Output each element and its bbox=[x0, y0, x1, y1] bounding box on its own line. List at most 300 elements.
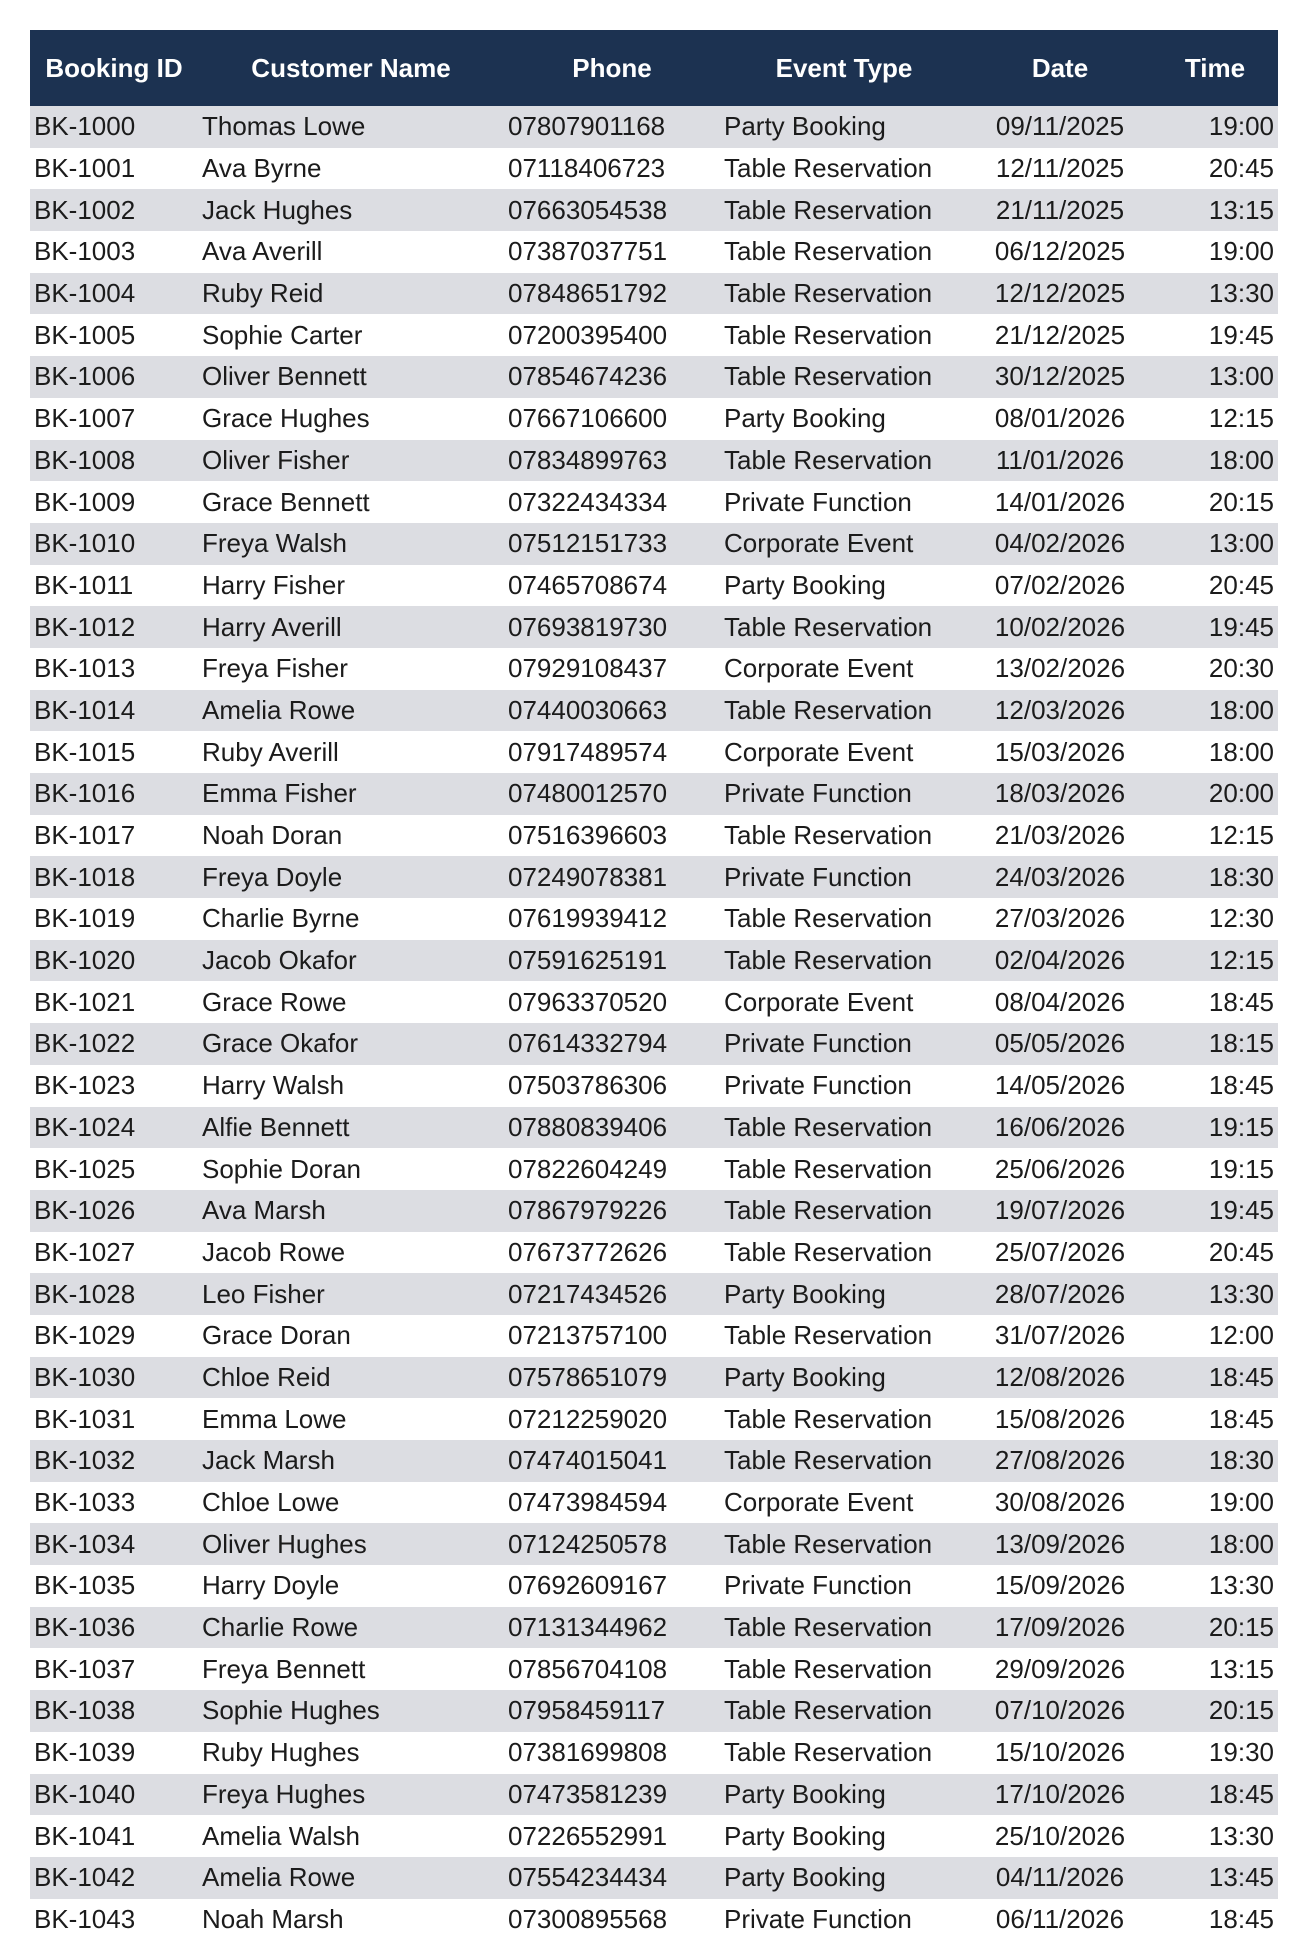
customer-name-cell[interactable]: Noah Doran bbox=[202, 820, 343, 851]
customer-name-cell[interactable]: Alfie Bennett bbox=[202, 1111, 350, 1142]
phone-cell[interactable]: 07300895568 bbox=[508, 1903, 668, 1934]
event-type-cell[interactable]: Table Reservation bbox=[724, 945, 933, 976]
booking-id-cell[interactable]: BK-1015 bbox=[34, 736, 136, 767]
customer-name-cell[interactable]: Sophie Carter bbox=[202, 319, 363, 350]
date-cell[interactable]: 15/08/2026 bbox=[994, 1403, 1126, 1434]
customer-name-cell[interactable]: Grace Bennett bbox=[202, 486, 370, 517]
phone-cell[interactable]: 07480012570 bbox=[508, 778, 668, 809]
table-row[interactable] bbox=[30, 648, 1278, 690]
event-type-cell[interactable]: Table Reservation bbox=[724, 361, 933, 392]
time-cell[interactable]: 19:00 bbox=[1208, 111, 1274, 142]
event-type-cell[interactable]: Corporate Event bbox=[724, 653, 914, 684]
time-cell[interactable]: 19:15 bbox=[1208, 1111, 1274, 1142]
table-row[interactable] bbox=[30, 565, 1278, 607]
customer-name-cell[interactable]: Harry Walsh bbox=[202, 1070, 345, 1101]
phone-cell[interactable]: 07249078381 bbox=[508, 861, 668, 892]
phone-cell[interactable]: 07673772626 bbox=[508, 1236, 668, 1267]
customer-name-cell[interactable]: Ruby Hughes bbox=[202, 1737, 360, 1768]
time-cell[interactable]: 13:45 bbox=[1208, 1862, 1274, 1893]
customer-name-cell[interactable]: Emma Lowe bbox=[202, 1403, 347, 1434]
phone-cell[interactable]: 07473581239 bbox=[508, 1778, 668, 1809]
table-row[interactable] bbox=[30, 1315, 1278, 1357]
event-type-cell[interactable]: Table Reservation bbox=[724, 694, 933, 725]
table-row[interactable] bbox=[30, 1648, 1278, 1690]
time-cell[interactable]: 19:30 bbox=[1208, 1737, 1274, 1768]
customer-name-cell[interactable]: Freya Hughes bbox=[202, 1778, 366, 1809]
booking-id-cell[interactable]: BK-1028 bbox=[34, 1278, 136, 1309]
event-type-cell[interactable]: Table Reservation bbox=[724, 1653, 933, 1684]
date-cell[interactable]: 12/08/2026 bbox=[994, 1361, 1126, 1392]
table-row[interactable] bbox=[30, 1273, 1278, 1315]
phone-cell[interactable]: 07578651079 bbox=[508, 1361, 668, 1392]
customer-name-cell[interactable]: Freya Walsh bbox=[202, 528, 347, 559]
event-type-cell[interactable]: Table Reservation bbox=[724, 194, 933, 225]
time-cell[interactable]: 18:15 bbox=[1208, 1028, 1274, 1059]
phone-cell[interactable]: 07848651792 bbox=[508, 278, 668, 309]
date-cell[interactable]: 14/01/2026 bbox=[994, 486, 1126, 517]
booking-id-cell[interactable]: BK-1025 bbox=[34, 1153, 136, 1184]
booking-id-cell[interactable]: BK-1007 bbox=[34, 403, 136, 434]
time-cell[interactable]: 13:30 bbox=[1208, 1278, 1274, 1309]
time-cell[interactable]: 20:15 bbox=[1208, 486, 1274, 517]
customer-name-cell[interactable]: Ruby Averill bbox=[202, 736, 339, 767]
date-cell[interactable]: 07/02/2026 bbox=[994, 569, 1126, 600]
table-row[interactable] bbox=[30, 981, 1278, 1023]
date-cell[interactable]: 24/03/2026 bbox=[994, 861, 1126, 892]
table-row[interactable] bbox=[30, 148, 1278, 190]
time-cell[interactable]: 19:15 bbox=[1208, 1153, 1274, 1184]
table-row[interactable] bbox=[30, 1774, 1278, 1816]
customer-name-cell[interactable]: Ava Averill bbox=[202, 236, 323, 267]
booking-id-cell[interactable]: BK-1006 bbox=[34, 361, 136, 392]
phone-cell[interactable]: 07667106600 bbox=[508, 403, 668, 434]
phone-cell[interactable]: 07213757100 bbox=[508, 1320, 668, 1351]
phone-cell[interactable]: 07465708674 bbox=[508, 569, 668, 600]
date-cell[interactable]: 16/06/2026 bbox=[994, 1111, 1126, 1142]
booking-id-cell[interactable]: BK-1043 bbox=[34, 1903, 136, 1934]
table-row[interactable] bbox=[30, 1398, 1278, 1440]
date-cell[interactable]: 31/07/2026 bbox=[994, 1320, 1126, 1351]
booking-id-cell[interactable]: BK-1020 bbox=[34, 945, 136, 976]
date-cell[interactable]: 21/03/2026 bbox=[994, 820, 1126, 851]
event-type-cell[interactable]: Corporate Event bbox=[724, 736, 914, 767]
phone-cell[interactable]: 07212259020 bbox=[508, 1403, 668, 1434]
phone-cell[interactable]: 07614332794 bbox=[508, 1028, 668, 1059]
time-cell[interactable]: 18:00 bbox=[1208, 444, 1274, 475]
event-type-cell[interactable]: Table Reservation bbox=[724, 236, 933, 267]
table-row[interactable] bbox=[30, 440, 1278, 482]
customer-name-cell[interactable]: Ava Marsh bbox=[202, 1195, 326, 1226]
booking-id-cell[interactable]: BK-1034 bbox=[34, 1528, 136, 1559]
booking-id-cell[interactable]: BK-1001 bbox=[34, 153, 136, 184]
event-type-cell[interactable]: Table Reservation bbox=[724, 1236, 933, 1267]
header-customer-name[interactable]: Customer Name bbox=[251, 52, 451, 83]
event-type-cell[interactable]: Table Reservation bbox=[724, 1111, 933, 1142]
date-cell[interactable]: 07/10/2026 bbox=[994, 1695, 1126, 1726]
date-cell[interactable]: 11/01/2026 bbox=[995, 444, 1125, 475]
table-row[interactable] bbox=[30, 1107, 1278, 1149]
booking-id-cell[interactable]: BK-1039 bbox=[34, 1737, 136, 1768]
time-cell[interactable]: 13:00 bbox=[1208, 528, 1274, 559]
date-cell[interactable]: 12/03/2026 bbox=[994, 694, 1126, 725]
time-cell[interactable]: 20:00 bbox=[1208, 778, 1274, 809]
customer-name-cell[interactable]: Ava Byrne bbox=[202, 153, 322, 184]
customer-name-cell[interactable]: Jacob Rowe bbox=[202, 1236, 346, 1267]
date-cell[interactable]: 09/11/2025 bbox=[995, 111, 1125, 142]
event-type-cell[interactable]: Corporate Event bbox=[724, 986, 914, 1017]
time-cell[interactable]: 13:30 bbox=[1208, 1570, 1274, 1601]
header-phone[interactable]: Phone bbox=[572, 52, 652, 83]
customer-name-cell[interactable]: Grace Hughes bbox=[202, 403, 370, 434]
booking-id-cell[interactable]: BK-1005 bbox=[34, 319, 136, 350]
booking-id-cell[interactable]: BK-1016 bbox=[34, 778, 136, 809]
event-type-cell[interactable]: Table Reservation bbox=[724, 1320, 933, 1351]
phone-cell[interactable]: 07322434334 bbox=[508, 486, 668, 517]
event-type-cell[interactable]: Private Function bbox=[724, 486, 912, 517]
phone-cell[interactable]: 07693819730 bbox=[508, 611, 668, 642]
table-row[interactable] bbox=[30, 1857, 1278, 1899]
time-cell[interactable]: 18:00 bbox=[1208, 736, 1274, 767]
table-row[interactable] bbox=[30, 1482, 1278, 1524]
table-row[interactable] bbox=[30, 606, 1278, 648]
time-cell[interactable]: 20:45 bbox=[1208, 569, 1274, 600]
customer-name-cell[interactable]: Charlie Byrne bbox=[202, 903, 360, 934]
customer-name-cell[interactable]: Freya Fisher bbox=[202, 653, 348, 684]
booking-id-cell[interactable]: BK-1040 bbox=[34, 1778, 136, 1809]
booking-id-cell[interactable]: BK-1011 bbox=[34, 569, 134, 600]
customer-name-cell[interactable]: Thomas Lowe bbox=[202, 111, 366, 142]
table-row[interactable] bbox=[30, 1357, 1278, 1399]
phone-cell[interactable]: 07834899763 bbox=[508, 444, 668, 475]
phone-cell[interactable]: 07663054538 bbox=[508, 194, 668, 225]
date-cell[interactable]: 27/08/2026 bbox=[994, 1445, 1126, 1476]
phone-cell[interactable]: 07124250578 bbox=[508, 1528, 668, 1559]
time-cell[interactable]: 13:00 bbox=[1208, 361, 1274, 392]
event-type-cell[interactable]: Table Reservation bbox=[724, 1195, 933, 1226]
table-row[interactable] bbox=[30, 1899, 1278, 1941]
booking-id-cell[interactable]: BK-1029 bbox=[34, 1320, 136, 1351]
time-cell[interactable]: 20:45 bbox=[1208, 1236, 1274, 1267]
booking-id-cell[interactable]: BK-1004 bbox=[34, 278, 136, 309]
customer-name-cell[interactable]: Oliver Bennett bbox=[202, 361, 367, 392]
event-type-cell[interactable]: Table Reservation bbox=[724, 820, 933, 851]
table-row[interactable] bbox=[30, 1440, 1278, 1482]
customer-name-cell[interactable]: Jacob Okafor bbox=[202, 945, 357, 976]
booking-id-cell[interactable]: BK-1042 bbox=[34, 1862, 136, 1893]
date-cell[interactable]: 29/09/2026 bbox=[994, 1653, 1126, 1684]
phone-cell[interactable]: 07381699808 bbox=[508, 1737, 668, 1768]
date-cell[interactable]: 13/09/2026 bbox=[994, 1528, 1126, 1559]
event-type-cell[interactable]: Table Reservation bbox=[724, 444, 933, 475]
time-cell[interactable]: 18:45 bbox=[1208, 1070, 1274, 1101]
customer-name-cell[interactable]: Ruby Reid bbox=[202, 278, 324, 309]
table-row[interactable] bbox=[30, 1607, 1278, 1649]
phone-cell[interactable]: 07692609167 bbox=[508, 1570, 668, 1601]
phone-cell[interactable]: 07554234434 bbox=[508, 1862, 668, 1893]
table-row[interactable] bbox=[30, 1565, 1278, 1607]
customer-name-cell[interactable]: Amelia Walsh bbox=[202, 1820, 360, 1851]
date-cell[interactable]: 15/10/2026 bbox=[994, 1737, 1126, 1768]
table-row[interactable] bbox=[30, 815, 1278, 857]
event-type-cell[interactable]: Private Function bbox=[724, 1028, 912, 1059]
phone-cell[interactable]: 07503786306 bbox=[508, 1070, 668, 1101]
date-cell[interactable]: 17/09/2026 bbox=[994, 1612, 1126, 1643]
time-cell[interactable]: 20:45 bbox=[1208, 153, 1274, 184]
booking-id-cell[interactable]: BK-1018 bbox=[34, 861, 136, 892]
date-cell[interactable]: 04/11/2026 bbox=[995, 1862, 1125, 1893]
table-row[interactable] bbox=[30, 356, 1278, 398]
phone-cell[interactable]: 07387037751 bbox=[508, 236, 668, 267]
customer-name-cell[interactable]: Oliver Fisher bbox=[202, 444, 350, 475]
event-type-cell[interactable]: Table Reservation bbox=[724, 1695, 933, 1726]
phone-cell[interactable]: 07856704108 bbox=[508, 1653, 668, 1684]
booking-id-cell[interactable]: BK-1031 bbox=[34, 1403, 136, 1434]
table-row[interactable] bbox=[30, 731, 1278, 773]
customer-name-cell[interactable]: Amelia Rowe bbox=[202, 1862, 356, 1893]
table-row[interactable] bbox=[30, 1523, 1278, 1565]
table-row[interactable] bbox=[30, 690, 1278, 732]
date-cell[interactable]: 18/03/2026 bbox=[994, 778, 1126, 809]
booking-id-cell[interactable]: BK-1010 bbox=[34, 528, 136, 559]
customer-name-cell[interactable]: Harry Doyle bbox=[202, 1570, 340, 1601]
time-cell[interactable]: 20:30 bbox=[1208, 653, 1274, 684]
time-cell[interactable]: 19:00 bbox=[1208, 1487, 1274, 1518]
booking-id-cell[interactable]: BK-1009 bbox=[34, 486, 136, 517]
customer-name-cell[interactable]: Grace Rowe bbox=[202, 986, 347, 1017]
date-cell[interactable]: 12/12/2025 bbox=[994, 278, 1126, 309]
booking-id-cell[interactable]: BK-1036 bbox=[34, 1612, 136, 1643]
phone-cell[interactable]: 07512151733 bbox=[508, 528, 668, 559]
time-cell[interactable]: 19:45 bbox=[1208, 1195, 1274, 1226]
event-type-cell[interactable]: Party Booking bbox=[724, 1820, 886, 1851]
event-type-cell[interactable]: Party Booking bbox=[724, 1862, 886, 1893]
customer-name-cell[interactable]: Chloe Lowe bbox=[202, 1487, 340, 1518]
event-type-cell[interactable]: Private Function bbox=[724, 778, 912, 809]
time-cell[interactable]: 18:45 bbox=[1208, 986, 1274, 1017]
customer-name-cell[interactable]: Chloe Reid bbox=[202, 1361, 331, 1392]
time-cell[interactable]: 18:45 bbox=[1208, 1361, 1274, 1392]
date-cell[interactable]: 21/11/2025 bbox=[995, 194, 1125, 225]
phone-cell[interactable]: 07200395400 bbox=[508, 319, 668, 350]
date-cell[interactable]: 25/10/2026 bbox=[994, 1820, 1126, 1851]
date-cell[interactable]: 30/12/2025 bbox=[994, 361, 1126, 392]
phone-cell[interactable]: 07963370520 bbox=[508, 986, 668, 1017]
event-type-cell[interactable]: Table Reservation bbox=[724, 278, 933, 309]
time-cell[interactable]: 18:45 bbox=[1208, 1403, 1274, 1434]
phone-cell[interactable]: 07474015041 bbox=[508, 1445, 668, 1476]
time-cell[interactable]: 18:45 bbox=[1208, 1778, 1274, 1809]
table-row[interactable] bbox=[30, 856, 1278, 898]
table-row[interactable] bbox=[30, 1732, 1278, 1774]
event-type-cell[interactable]: Corporate Event bbox=[724, 1487, 914, 1518]
date-cell[interactable]: 06/11/2026 bbox=[995, 1903, 1125, 1934]
customer-name-cell[interactable]: Jack Marsh bbox=[202, 1445, 335, 1476]
date-cell[interactable]: 08/04/2026 bbox=[994, 986, 1126, 1017]
event-type-cell[interactable]: Party Booking bbox=[724, 111, 886, 142]
date-cell[interactable]: 02/04/2026 bbox=[994, 945, 1126, 976]
booking-id-cell[interactable]: BK-1038 bbox=[34, 1695, 136, 1726]
event-type-cell[interactable]: Table Reservation bbox=[724, 153, 933, 184]
customer-name-cell[interactable]: Freya Bennett bbox=[202, 1653, 366, 1684]
event-type-cell[interactable]: Table Reservation bbox=[724, 903, 933, 934]
booking-id-cell[interactable]: BK-1002 bbox=[34, 194, 136, 225]
time-cell[interactable]: 20:15 bbox=[1208, 1612, 1274, 1643]
booking-id-cell[interactable]: BK-1037 bbox=[34, 1653, 136, 1684]
customer-name-cell[interactable]: Jack Hughes bbox=[202, 194, 353, 225]
booking-id-cell[interactable]: BK-1030 bbox=[34, 1361, 136, 1392]
time-cell[interactable]: 19:45 bbox=[1208, 319, 1274, 350]
table-row[interactable] bbox=[30, 273, 1278, 315]
customer-name-cell[interactable]: Harry Averill bbox=[202, 611, 342, 642]
table-row[interactable] bbox=[30, 314, 1278, 356]
date-cell[interactable]: 15/03/2026 bbox=[994, 736, 1126, 767]
table-row[interactable] bbox=[30, 481, 1278, 523]
header-time[interactable]: Time bbox=[1184, 52, 1246, 83]
time-cell[interactable]: 12:30 bbox=[1208, 903, 1274, 934]
phone-cell[interactable]: 07917489574 bbox=[508, 736, 668, 767]
customer-name-cell[interactable]: Oliver Hughes bbox=[202, 1528, 367, 1559]
header-date[interactable]: Date bbox=[1031, 52, 1089, 83]
phone-cell[interactable]: 07226552991 bbox=[508, 1820, 668, 1851]
booking-id-cell[interactable]: BK-1013 bbox=[34, 653, 136, 684]
date-cell[interactable]: 05/05/2026 bbox=[994, 1028, 1126, 1059]
booking-id-cell[interactable]: BK-1012 bbox=[34, 611, 136, 642]
header-event-type[interactable]: Event Type bbox=[775, 52, 913, 83]
date-cell[interactable]: 19/07/2026 bbox=[994, 1195, 1126, 1226]
table-row[interactable] bbox=[30, 398, 1278, 440]
customer-name-cell[interactable]: Leo Fisher bbox=[202, 1278, 325, 1309]
table-row[interactable] bbox=[30, 189, 1278, 231]
event-type-cell[interactable]: Party Booking bbox=[724, 1278, 886, 1309]
time-cell[interactable]: 18:00 bbox=[1208, 1528, 1274, 1559]
event-type-cell[interactable]: Table Reservation bbox=[724, 1445, 933, 1476]
time-cell[interactable]: 13:30 bbox=[1208, 278, 1274, 309]
table-row[interactable] bbox=[30, 106, 1278, 148]
event-type-cell[interactable]: Table Reservation bbox=[724, 1612, 933, 1643]
time-cell[interactable]: 12:00 bbox=[1208, 1320, 1274, 1351]
booking-id-cell[interactable]: BK-1008 bbox=[34, 444, 136, 475]
date-cell[interactable]: 27/03/2026 bbox=[994, 903, 1126, 934]
table-row[interactable] bbox=[30, 231, 1278, 273]
customer-name-cell[interactable]: Noah Marsh bbox=[202, 1903, 344, 1934]
date-cell[interactable]: 06/12/2025 bbox=[994, 236, 1126, 267]
phone-cell[interactable]: 07958459117 bbox=[508, 1695, 666, 1726]
booking-id-cell[interactable]: BK-1003 bbox=[34, 236, 136, 267]
table-row[interactable] bbox=[30, 1690, 1278, 1732]
phone-cell[interactable]: 07880839406 bbox=[508, 1111, 668, 1142]
customer-name-cell[interactable]: Amelia Rowe bbox=[202, 694, 356, 725]
phone-cell[interactable]: 07516396603 bbox=[508, 820, 668, 851]
table-row[interactable] bbox=[30, 940, 1278, 982]
date-cell[interactable]: 12/11/2025 bbox=[995, 153, 1125, 184]
date-cell[interactable]: 08/01/2026 bbox=[994, 403, 1126, 434]
booking-id-cell[interactable]: BK-1017 bbox=[34, 820, 136, 851]
table-row[interactable] bbox=[30, 1148, 1278, 1190]
event-type-cell[interactable]: Private Function bbox=[724, 861, 912, 892]
date-cell[interactable]: 04/02/2026 bbox=[994, 528, 1126, 559]
date-cell[interactable]: 13/02/2026 bbox=[994, 653, 1126, 684]
phone-cell[interactable]: 07473984594 bbox=[508, 1487, 668, 1518]
time-cell[interactable]: 18:30 bbox=[1208, 1445, 1274, 1476]
time-cell[interactable]: 19:45 bbox=[1208, 611, 1274, 642]
header-booking-id[interactable]: Booking ID bbox=[45, 52, 183, 83]
time-cell[interactable]: 12:15 bbox=[1208, 403, 1274, 434]
date-cell[interactable]: 21/12/2025 bbox=[994, 319, 1126, 350]
phone-cell[interactable]: 07217434526 bbox=[508, 1278, 668, 1309]
event-type-cell[interactable]: Party Booking bbox=[724, 1778, 886, 1809]
phone-cell[interactable]: 07807901168 bbox=[508, 111, 666, 142]
table-row[interactable] bbox=[30, 1023, 1278, 1065]
date-cell[interactable]: 14/05/2026 bbox=[994, 1070, 1126, 1101]
table-row[interactable] bbox=[30, 523, 1278, 565]
event-type-cell[interactable]: Table Reservation bbox=[724, 1528, 933, 1559]
event-type-cell[interactable]: Private Function bbox=[724, 1070, 912, 1101]
booking-id-cell[interactable]: BK-1032 bbox=[34, 1445, 136, 1476]
booking-id-cell[interactable]: BK-1035 bbox=[34, 1570, 136, 1601]
date-cell[interactable]: 10/02/2026 bbox=[994, 611, 1126, 642]
phone-cell[interactable]: 07440030663 bbox=[508, 694, 668, 725]
booking-id-cell[interactable]: BK-1021 bbox=[34, 986, 136, 1017]
table-row[interactable] bbox=[30, 1815, 1278, 1857]
date-cell[interactable]: 30/08/2026 bbox=[994, 1487, 1126, 1518]
booking-id-cell[interactable]: BK-1014 bbox=[34, 694, 136, 725]
customer-name-cell[interactable]: Emma Fisher bbox=[202, 778, 357, 809]
event-type-cell[interactable]: Party Booking bbox=[724, 1361, 886, 1392]
table-row[interactable] bbox=[30, 773, 1278, 815]
date-cell[interactable]: 17/10/2026 bbox=[994, 1778, 1126, 1809]
event-type-cell[interactable]: Table Reservation bbox=[724, 319, 933, 350]
time-cell[interactable]: 20:15 bbox=[1208, 1695, 1274, 1726]
time-cell[interactable]: 13:15 bbox=[1208, 194, 1274, 225]
customer-name-cell[interactable]: Sophie Doran bbox=[202, 1153, 361, 1184]
time-cell[interactable]: 13:30 bbox=[1208, 1820, 1274, 1851]
time-cell[interactable]: 18:00 bbox=[1208, 694, 1274, 725]
event-type-cell[interactable]: Corporate Event bbox=[724, 528, 914, 559]
booking-id-cell[interactable]: BK-1033 bbox=[34, 1487, 136, 1518]
event-type-cell[interactable]: Party Booking bbox=[724, 569, 886, 600]
time-cell[interactable]: 19:00 bbox=[1208, 236, 1274, 267]
time-cell[interactable]: 18:30 bbox=[1208, 861, 1274, 892]
booking-id-cell[interactable]: BK-1023 bbox=[34, 1070, 136, 1101]
event-type-cell[interactable]: Table Reservation bbox=[724, 611, 933, 642]
phone-cell[interactable]: 07822604249 bbox=[508, 1153, 668, 1184]
table-row[interactable] bbox=[30, 1065, 1278, 1107]
phone-cell[interactable]: 07591625191 bbox=[508, 945, 668, 976]
phone-cell[interactable]: 07131344962 bbox=[508, 1612, 668, 1643]
time-cell[interactable]: 12:15 bbox=[1208, 945, 1274, 976]
customer-name-cell[interactable]: Sophie Hughes bbox=[202, 1695, 380, 1726]
date-cell[interactable]: 25/06/2026 bbox=[994, 1153, 1126, 1184]
date-cell[interactable]: 25/07/2026 bbox=[994, 1236, 1126, 1267]
time-cell[interactable]: 18:45 bbox=[1208, 1903, 1274, 1934]
event-type-cell[interactable]: Table Reservation bbox=[724, 1153, 933, 1184]
table-row[interactable] bbox=[30, 898, 1278, 940]
phone-cell[interactable]: 07118406723 bbox=[508, 153, 666, 184]
event-type-cell[interactable]: Private Function bbox=[724, 1570, 912, 1601]
date-cell[interactable]: 28/07/2026 bbox=[994, 1278, 1126, 1309]
booking-id-cell[interactable]: BK-1024 bbox=[34, 1111, 136, 1142]
booking-id-cell[interactable]: BK-1000 bbox=[34, 111, 136, 142]
table-row[interactable] bbox=[30, 1190, 1278, 1232]
phone-cell[interactable]: 07854674236 bbox=[508, 361, 668, 392]
booking-id-cell[interactable]: BK-1027 bbox=[34, 1236, 136, 1267]
customer-name-cell[interactable]: Grace Okafor bbox=[202, 1028, 359, 1059]
event-type-cell[interactable]: Table Reservation bbox=[724, 1403, 933, 1434]
customer-name-cell[interactable]: Harry Fisher bbox=[202, 569, 346, 600]
event-type-cell[interactable]: Private Function bbox=[724, 1903, 912, 1934]
booking-id-cell[interactable]: BK-1022 bbox=[34, 1028, 136, 1059]
phone-cell[interactable]: 07929108437 bbox=[508, 653, 668, 684]
